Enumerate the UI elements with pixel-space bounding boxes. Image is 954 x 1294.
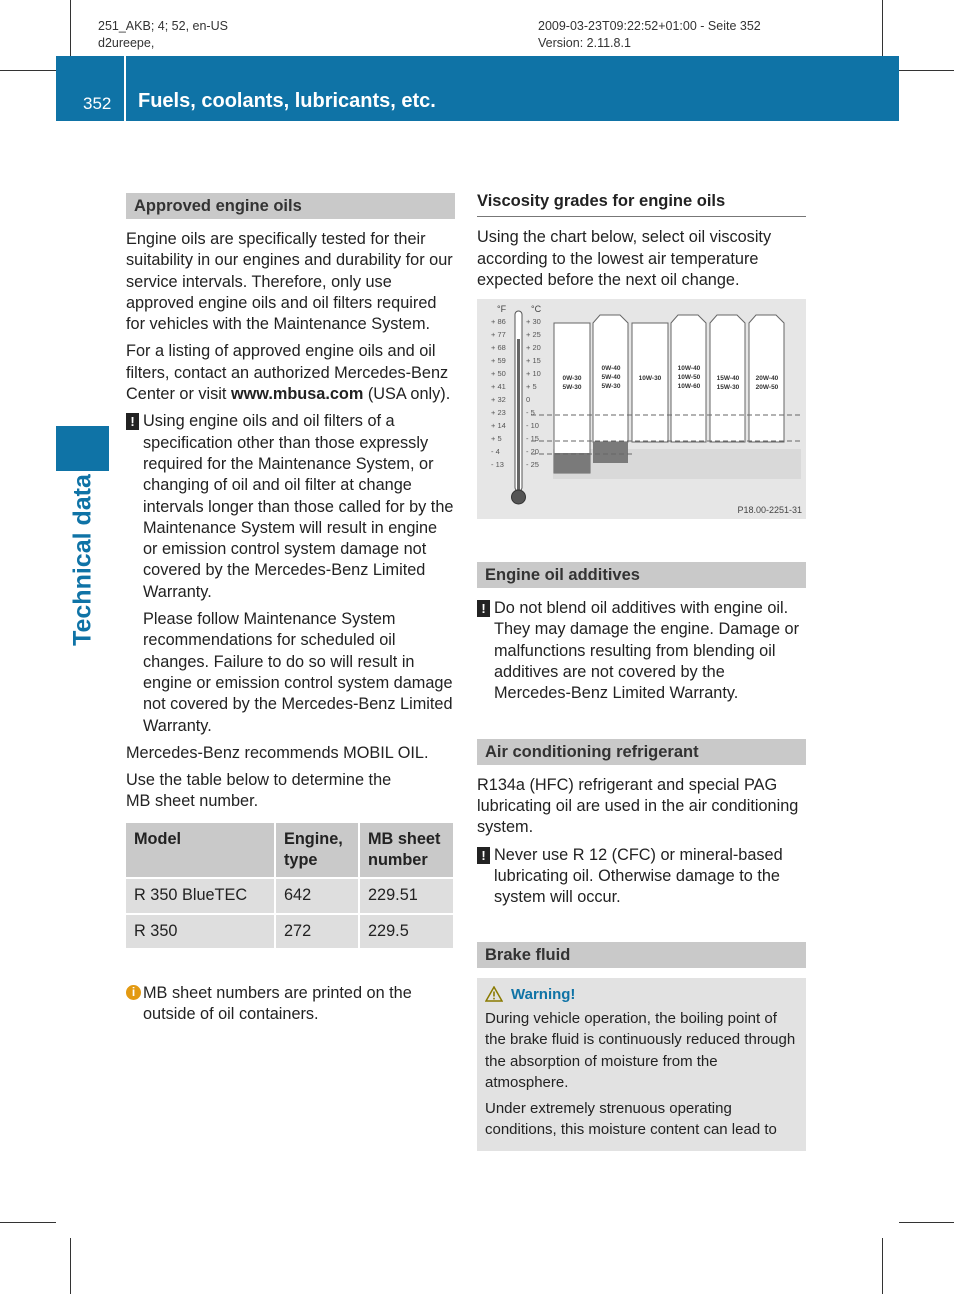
mb-sheet-table (126, 823, 455, 950)
table-row (126, 914, 454, 949)
c-tick-label: + 30 (526, 317, 541, 327)
crop-mark (899, 70, 954, 71)
c-tick-label: - 25 (526, 460, 539, 470)
exclamation-icon: ! (126, 413, 139, 430)
section-heading-brake-fluid: Brake fluid (477, 942, 806, 968)
table-cell: 229.51 (359, 878, 454, 913)
table-header: MB sheet number (359, 823, 454, 879)
table-cell: R 350 (126, 914, 275, 949)
f-tick-label: + 86 (491, 317, 506, 327)
table-header: Model (126, 823, 275, 879)
c-tick-labels (526, 317, 541, 469)
warning-title (485, 984, 798, 1006)
paragraph: Engine oils are specifically tested for their suitability in our engines and durability for our service intervals. Therefore, only use approved engine oils and oil filters required for vehicles with the Maintenance System. (126, 230, 453, 334)
warning-box (477, 978, 806, 1151)
paragraph: Mercedes-Benz recommends MOBIL OIL. (126, 743, 429, 762)
exclamation-icon: ! (477, 847, 490, 864)
section-heading-approved-oils: Approved engine oils (126, 193, 455, 219)
note-item (477, 845, 806, 909)
website-link[interactable]: www.mbusa.com (230, 385, 364, 404)
c-tick-label: + 25 (526, 330, 541, 340)
info-icon: i (126, 985, 141, 1000)
grade-label: 5W-30 (601, 383, 621, 391)
section-heading-viscosity: Viscosity grades for engine oils (477, 191, 806, 217)
grade-column (632, 323, 668, 442)
f-tick-label: + 41 (491, 382, 506, 392)
crop-mark (70, 1238, 71, 1294)
grade-label: 10W-40 (677, 365, 701, 373)
paragraph: For a listing of approved engine oils and oil filters, contact an authorized Mercedes-Benz Center or visit www.mbusa.com (USA only). (126, 342, 451, 404)
print-meta-left-line1: 251_AKB; 4; 52, en-US (98, 19, 228, 33)
c-tick-label: - 5 (526, 408, 535, 418)
f-tick-label: + 14 (491, 421, 506, 431)
header-divider (124, 56, 126, 121)
grade-label: 5W-30 (562, 384, 582, 392)
c-tick-label: - 15 (526, 434, 539, 444)
table-cell: 642 (275, 878, 359, 913)
c-tick-label: 0 (526, 395, 531, 405)
unit-celsius-label: °C (531, 304, 542, 315)
c-tick-label: + 5 (526, 382, 537, 392)
c-tick-label: + 20 (526, 343, 541, 353)
note-text: Using engine oils and oil filters of a specification other than those expressly required for the Maintenance System, or changing of oil and oil filter at change intervals longer than those called for by the Maintenance System will result in engine or emission control system damage not covered by the Mercedes-Benz Limited Warranty. (143, 412, 454, 601)
crop-mark (70, 0, 71, 56)
grade-label: 15W-40 (716, 375, 740, 383)
f-tick-label: + 59 (491, 356, 506, 366)
side-tab-label (58, 460, 108, 660)
print-meta-left-line2: d2ureepe, (98, 36, 155, 50)
grade-label: 10W-60 (677, 383, 701, 391)
f-tick-label: + 68 (491, 343, 506, 353)
crop-mark (0, 1222, 56, 1223)
warning-triangle-icon (485, 986, 503, 1002)
warning-text: During vehicle operation, the boiling point of the brake fluid is continuously reduced through the absorption of moisture from the atmosphere. (485, 1009, 796, 1092)
crop-mark (882, 1238, 883, 1294)
print-meta-right (538, 18, 761, 52)
right-column (477, 191, 806, 1151)
c-tick-label: + 15 (526, 356, 541, 366)
side-tab-text: Technical data (68, 474, 97, 646)
note-text: Please follow Maintenance System recommendations for scheduled oil changes. Failure to do so will result in engine or emission control system damage not covered by the Mercedes-Benz Limited Warranty. (143, 610, 453, 735)
crop-mark (0, 70, 56, 71)
grade-label: 10W-50 (677, 374, 701, 382)
print-meta-right-line2: Version: 2.11.8.1 (538, 36, 631, 50)
grade-label: 15W-30 (716, 384, 740, 392)
c-tick-label: - 20 (526, 447, 539, 457)
grade-label: 5W-40 (601, 374, 621, 382)
unit-fahrenheit-label: °F (497, 304, 507, 315)
f-tick-label: + 32 (491, 395, 506, 405)
f-tick-label: + 50 (491, 369, 506, 379)
grade-label: 10W-30 (638, 375, 662, 383)
note-item (477, 598, 806, 704)
table-row (126, 878, 454, 913)
grade-label: 20W-50 (755, 384, 779, 392)
c-tick-label: - 10 (526, 421, 539, 431)
grade-label: 0W-40 (601, 365, 621, 373)
chart-reference-code: P18.00-2251-31 (737, 505, 802, 516)
info-note (126, 983, 455, 1026)
note-text: Never use R 12 (CFC) or mineral-based lubricating oil. Otherwise damage to the system will occur. (494, 845, 783, 907)
table-cell: 229.5 (359, 914, 454, 949)
f-tick-labels (491, 317, 506, 469)
f-tick-label: - 4 (491, 447, 500, 457)
note-item (126, 411, 455, 736)
info-text: MB sheet numbers are printed on the outside of oil containers. (143, 983, 412, 1024)
table-cell: 272 (275, 914, 359, 949)
c-tick-label: + 10 (526, 369, 541, 379)
print-meta-right-line1: 2009-03-23T09:22:52+01:00 - Seite 352 (538, 19, 761, 33)
crop-mark (882, 0, 883, 56)
print-meta-left (98, 18, 228, 52)
crop-mark (899, 1222, 954, 1223)
f-tick-label: + 23 (491, 408, 506, 418)
note-text: Do not blend oil additives with engine oil. They may damage the engine. Damage or malfunctions resulting from blending oil additives are not covered by the Mercedes-Benz Limited Warranty. (494, 599, 799, 703)
page-title: Fuels, coolants, lubricants, etc. (138, 90, 436, 112)
exclamation-icon: ! (477, 600, 490, 617)
warning-text: Under extremely strenuous operating conditions, this moisture content can lead to (485, 1099, 777, 1139)
grade-label: 20W-40 (755, 375, 779, 383)
page-header (56, 56, 899, 121)
table-header: Engine, type (275, 823, 359, 879)
section-heading-ac-refrigerant: Air conditioning refrigerant (477, 739, 806, 765)
table-cell: R 350 BlueTEC (126, 878, 275, 913)
grade-column (554, 323, 590, 473)
section-heading-additives: Engine oil additives (477, 562, 806, 588)
thermometer-icon (512, 311, 526, 504)
left-column (126, 193, 455, 1032)
f-tick-label: + 77 (491, 330, 506, 340)
grade-label: 0W-30 (562, 375, 582, 383)
f-tick-label: + 5 (491, 434, 502, 444)
page-number: 352 (83, 94, 112, 113)
paragraph: Use the table below to determine the MB sheet number. (126, 771, 392, 811)
warning-title-text: Warning! (511, 986, 576, 1004)
f-tick-label: - 13 (491, 460, 504, 470)
paragraph: R134a (HFC) refrigerant and special PAG lubricating oil are used in the air conditioning system. (477, 775, 799, 837)
paragraph: Using the chart below, select oil viscosity according to the lowest air temperature expected before the next oil change. (477, 228, 772, 289)
viscosity-chart (477, 299, 806, 519)
table-header-row (126, 823, 454, 879)
